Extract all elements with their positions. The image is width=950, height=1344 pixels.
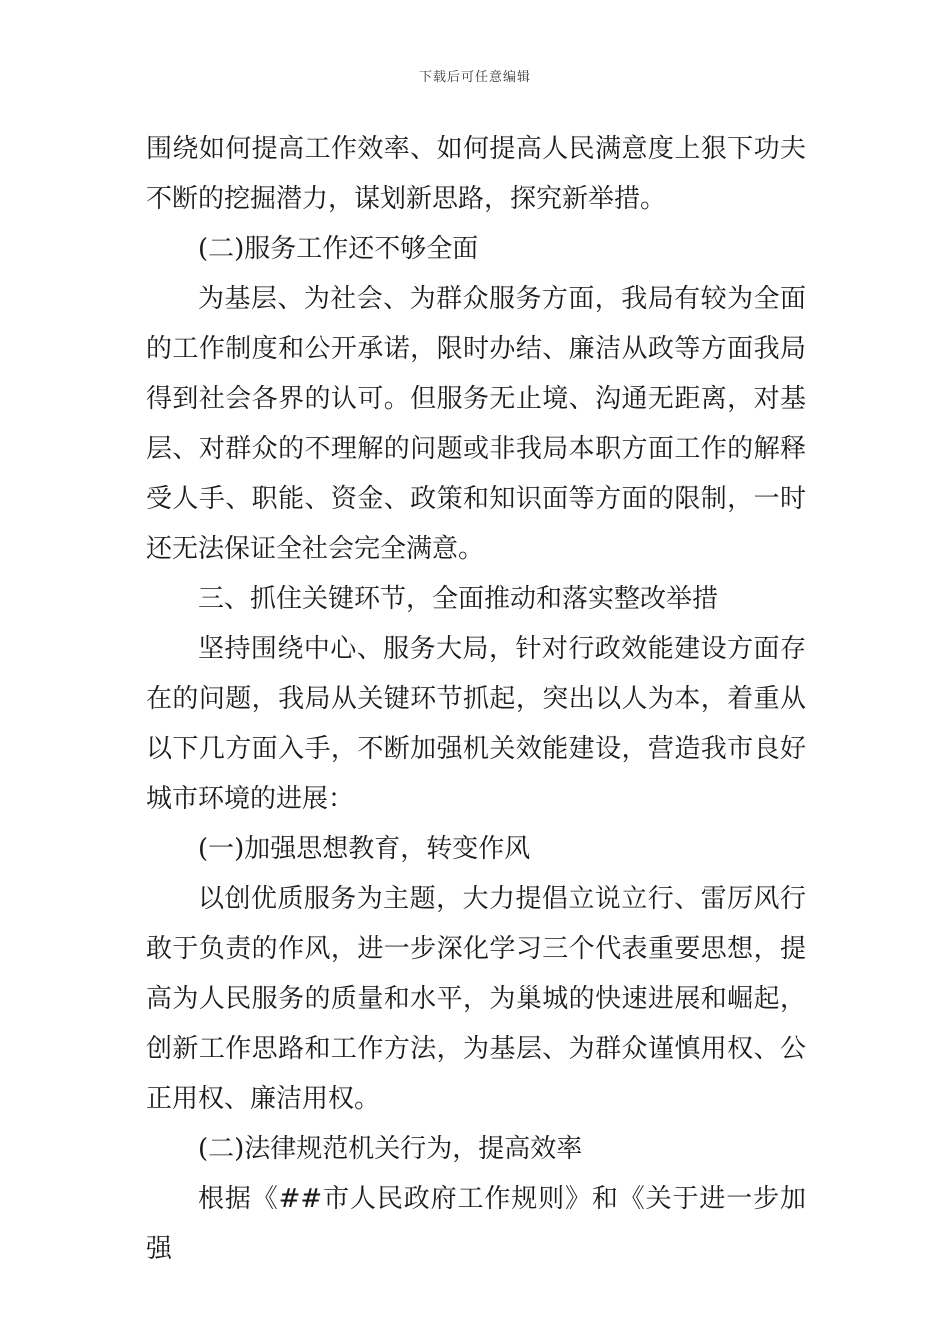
page-header: 下载后可任意编辑 (418, 70, 531, 85)
paragraph-education: 以创优质服务为主题，大力提倡立说立行、雷厉风行敢于负责的作风，进一步深化学习三个代表重要思想，提高为人民服务的质量和水平，为巢城的快速进展和崛起，创新工作思路和工作方法，为基层、为群众谨慎用权、公正用权、廉洁用权。 (146, 884, 806, 1114)
paragraph-section-three: 坚持围绕中心、服务大局，针对行政效能建设方面存在的问题，我局从关键环节抓起，突出以人为本，着重从以下几方面入手，不断加强机关效能建设，营造我市良好城市环境的进展： (146, 634, 806, 814)
subheading-legal-norms: (二)法律规范机关行为，提高效率 (198, 1134, 583, 1164)
section-heading-three: 三、抓住关键环节，全面推动和落实整改举措 (198, 584, 719, 614)
paragraph-legal-norms: 根据《##市人民政府工作规则》和《关于进一步加强 (146, 1184, 806, 1264)
document-body (146, 124, 806, 1274)
subheading-service-work: (二)服务工作还不够全面 (198, 234, 479, 264)
paragraph-service-work: 为基层、为社会、为群众服务方面，我局有较为全面的工作制度和公开承诺，限时办结、廉洁从政等方面我局得到社会各界的认可。但服务无止境、沟通无距离，对基层、对群众的不理解的问题或非我局本职方面工作的解释受人手、职能、资金、政策和知识面等方面的限制，一时还无法保证全社会完全满意。 (146, 284, 806, 564)
paragraph-continuation: 围绕如何提高工作效率、如何提高人民满意度上狠下功夫不断的挖掘潜力，谋划新思路，探究新举措。 (146, 134, 806, 214)
subheading-education: (一)加强思想教育，转变作风 (198, 834, 531, 864)
